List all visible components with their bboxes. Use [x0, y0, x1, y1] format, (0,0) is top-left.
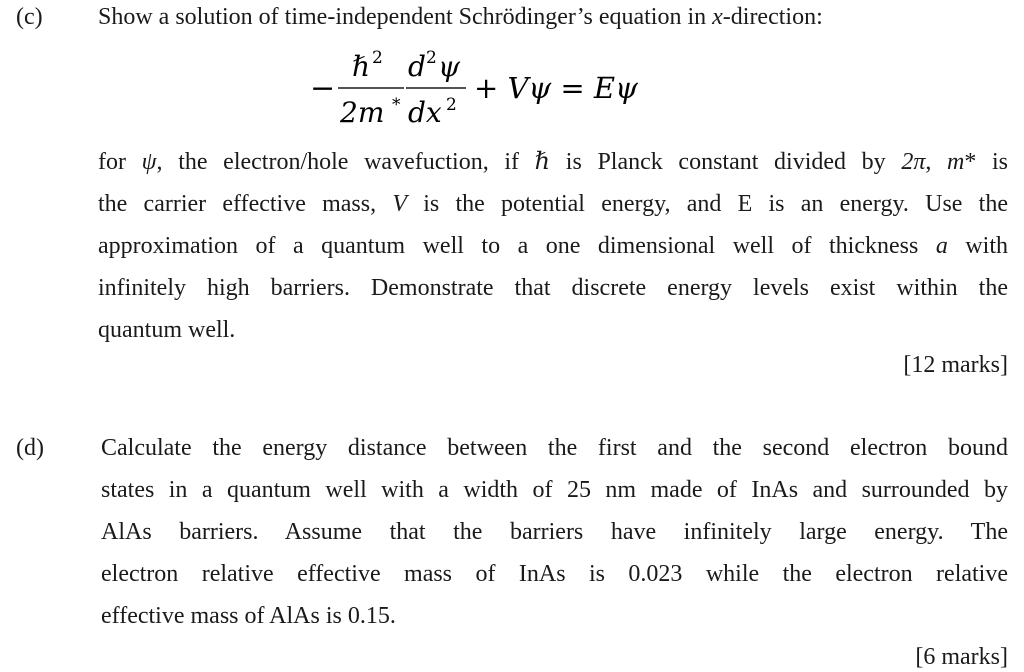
- heading-prefix: Show a solution of time-independent Schrödinger’s equation in: [98, 4, 713, 30]
- text-segment: for: [98, 149, 142, 175]
- part-c-line: [98, 273, 1008, 303]
- part-d-line: AlAs barriers. Assume that the barriers have infinitely large energy. The: [101, 519, 1008, 545]
- math-symbol: V: [392, 191, 407, 217]
- part-d-line: Calculate the energy distance between the first and the second electron bound: [101, 435, 1008, 461]
- text-segment: * is: [964, 149, 1009, 175]
- text-segment: the carrier effective mass,: [98, 191, 393, 217]
- part-d-line: states in a quantum well with a width of 25 nm made of InAs and surrounded by: [101, 477, 1008, 503]
- eq-d-exponent: 2: [426, 48, 437, 68]
- eq-psi-numerator: ψ: [438, 50, 460, 83]
- eq-minus: −: [310, 71, 336, 106]
- part-d-label: (d): [16, 435, 44, 461]
- part-c-heading: [98, 2, 823, 32]
- eq-d-numerator: d: [408, 50, 426, 83]
- math-symbol: ℏ: [534, 149, 551, 175]
- math-symbol: ψ: [141, 149, 157, 175]
- part-c-marks: [12 marks]: [903, 352, 1008, 378]
- part-c-label: (c): [16, 4, 43, 30]
- eq-hbar-exponent: 2: [372, 48, 383, 68]
- eq-mass-star: *: [392, 95, 401, 115]
- eq-mass-denominator: 2m: [340, 96, 385, 129]
- text-segment: is the potential energy, and E is an energy. Use the: [407, 191, 1009, 217]
- text-segment: quantum well.: [98, 317, 236, 343]
- part-d-line: effective mass of AlAs is 0.15.: [101, 603, 396, 629]
- text-segment: , the electron/hole wavefuction, if: [156, 149, 535, 175]
- text-segment: infinitely high barriers. Demonstrate that discrete energy levels exist within the: [98, 275, 1008, 301]
- part-d-line: electron relative effective mass of InAs is 0.023 while the electron relative: [101, 561, 1008, 587]
- text-segment: is Planck constant divided by: [550, 149, 902, 175]
- math-symbol: a: [935, 233, 948, 259]
- text-segment: approximation of a quantum well to a one dimensional well of thickness: [98, 233, 936, 259]
- part-c-line: [98, 315, 1008, 345]
- part-d-marks: [6 marks]: [915, 644, 1008, 670]
- math-symbol: m: [947, 149, 965, 175]
- part-c-line: [98, 231, 1008, 261]
- text-segment: ,: [925, 149, 948, 175]
- heading-suffix: -direction:: [722, 4, 823, 30]
- eq-hbar: ℏ: [352, 50, 371, 83]
- schrodinger-equation: [300, 46, 720, 132]
- eq-remainder: + Vψ = Eψ: [474, 71, 638, 105]
- part-c-line: [98, 147, 1008, 177]
- eq-dx-exponent: 2: [446, 95, 457, 115]
- text-segment: with: [947, 233, 1009, 259]
- part-c-line: [98, 189, 1008, 219]
- eq-dx-denominator: dx: [408, 96, 442, 129]
- heading-variable: x: [712, 4, 723, 30]
- math-symbol: 2π: [901, 149, 926, 175]
